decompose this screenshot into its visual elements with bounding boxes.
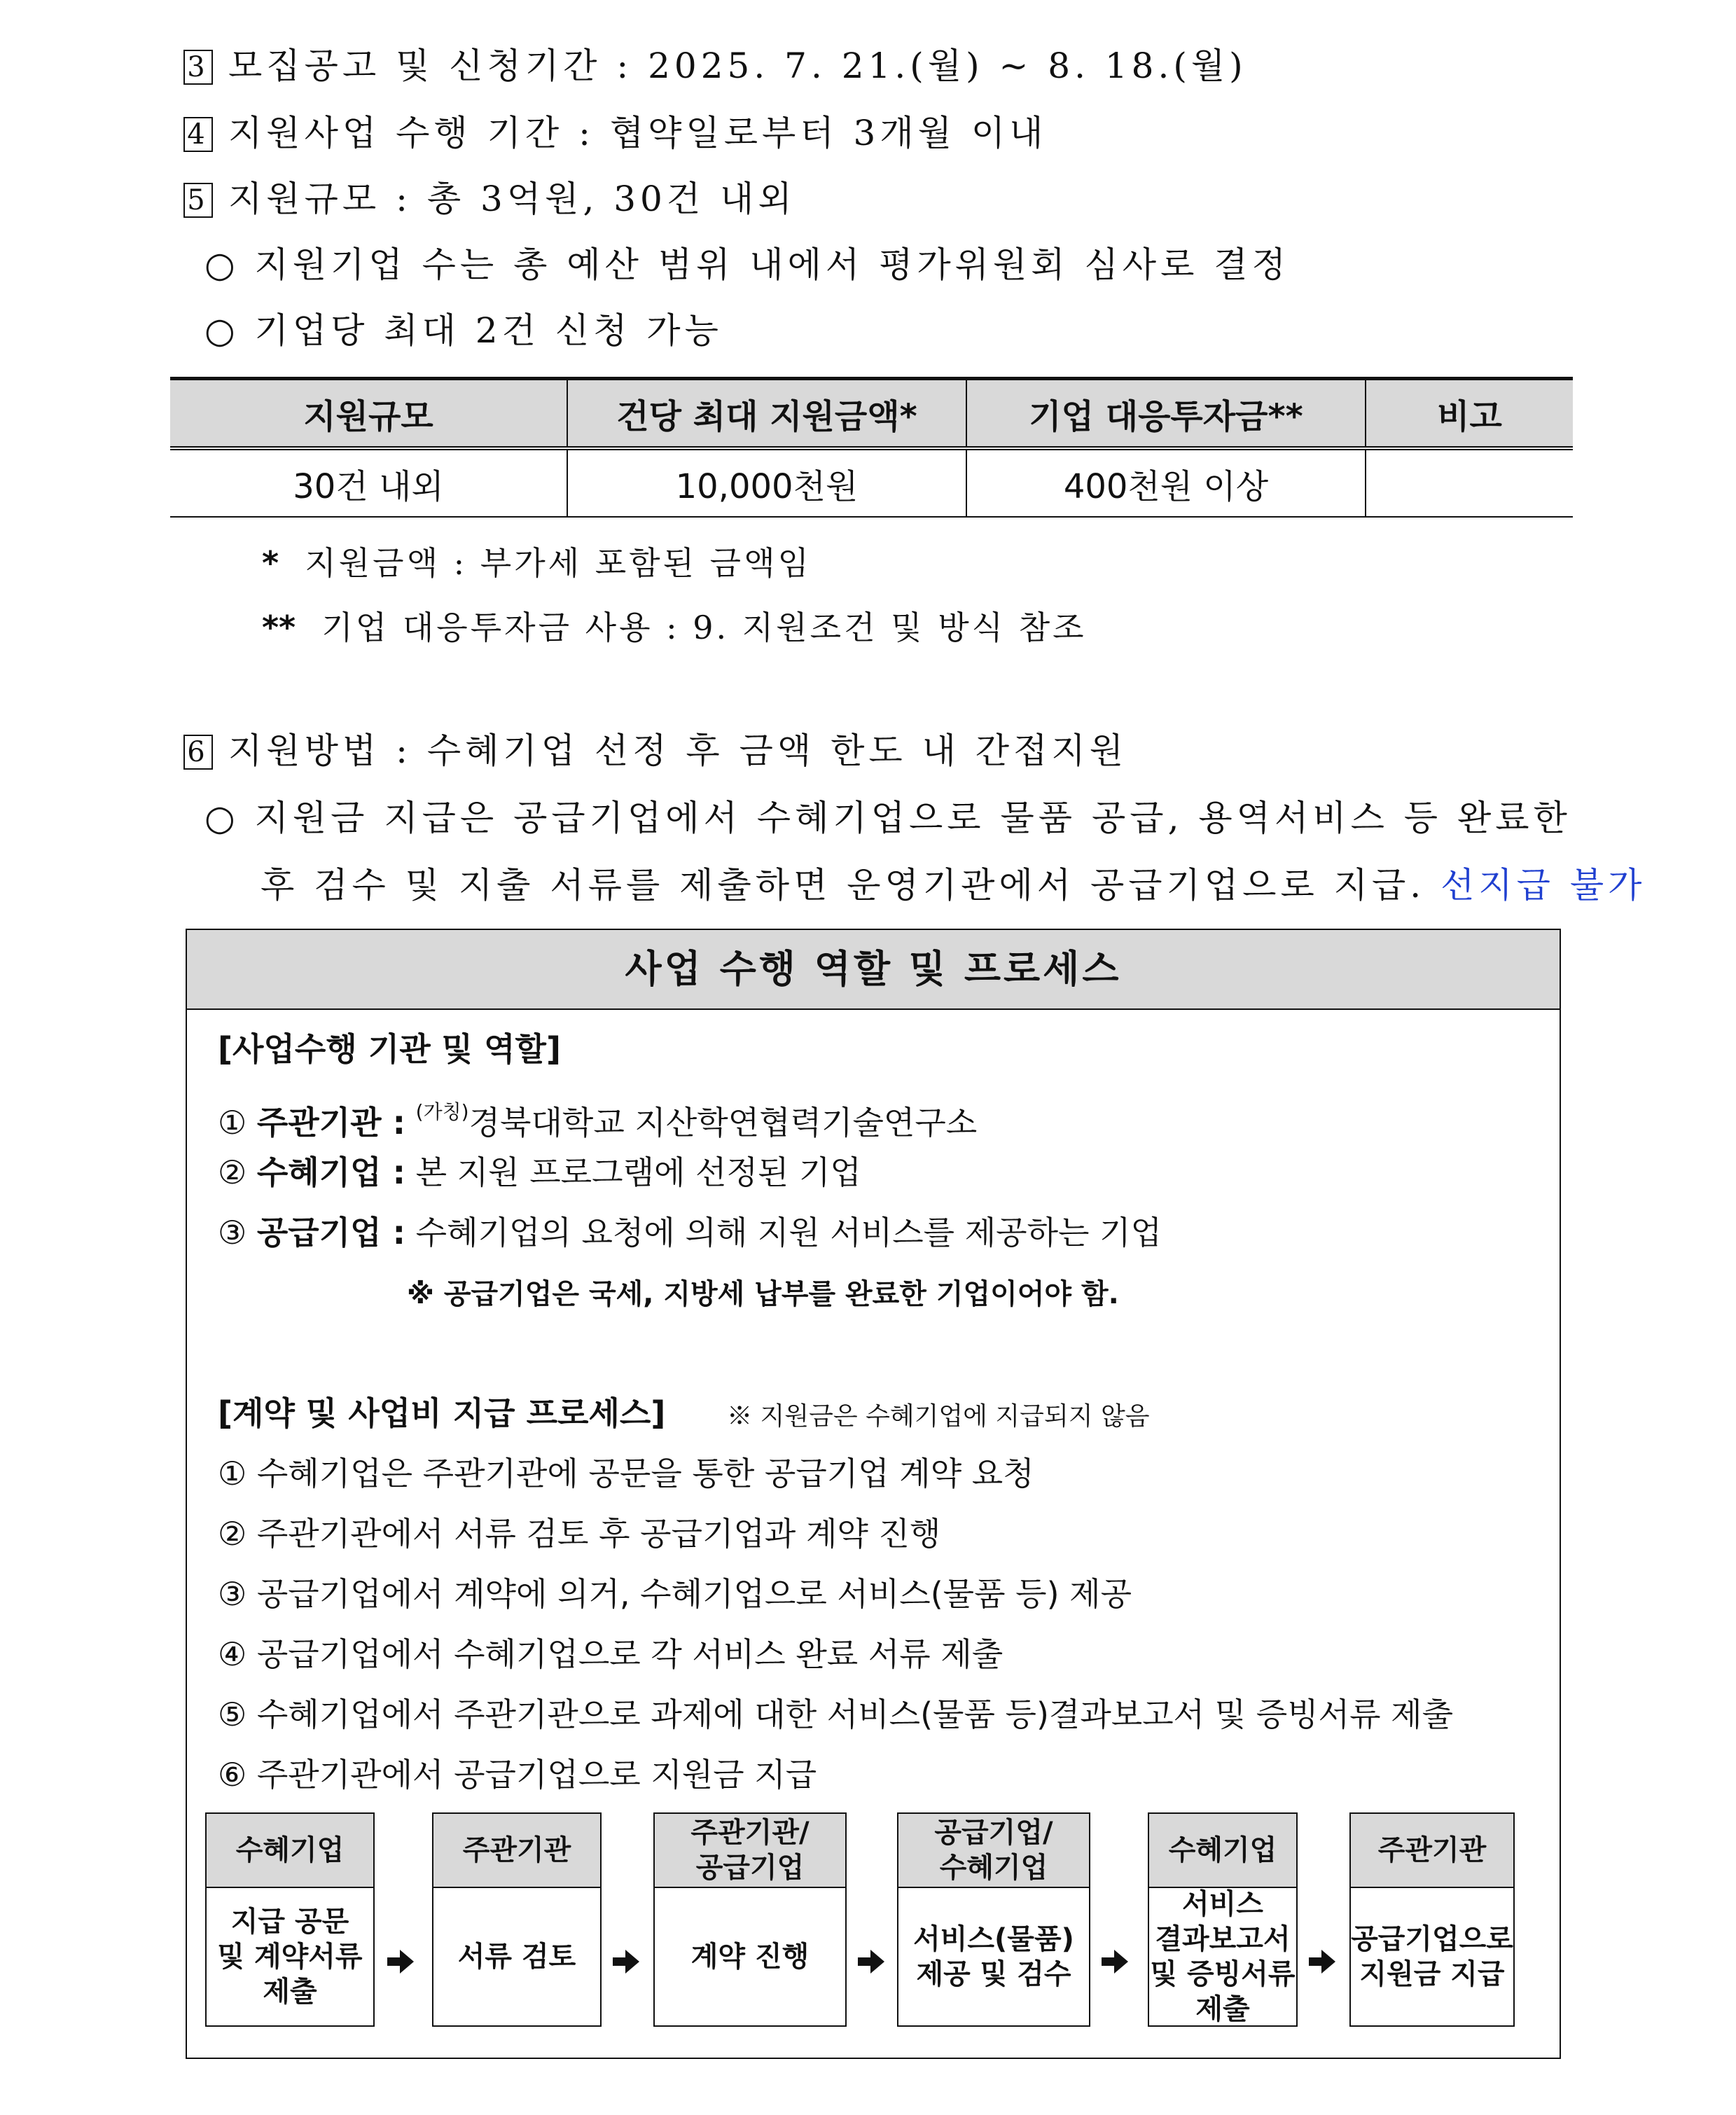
- note-matching: [262, 606, 1087, 649]
- flow-box: [432, 1812, 602, 2027]
- item-text: 지원규모 : 총 3억원, 30건 내외: [228, 179, 796, 219]
- flow-box-head: 수혜기업: [207, 1814, 373, 1888]
- role-number: ③: [218, 1214, 247, 1251]
- flow-box: [897, 1812, 1090, 2027]
- flow-box-body: 계약 진행: [690, 1941, 810, 1973]
- no-prepayment-highlight: 선지급 불가: [1440, 865, 1646, 906]
- step-item: ⑥ 주관기관에서 공급기업으로 지원금 지급: [218, 1756, 817, 1794]
- right-arrow-icon: [855, 1946, 887, 1978]
- flow-box: [1349, 1812, 1515, 2027]
- flow-box: [653, 1812, 847, 2027]
- process-box-title: 사업 수행 역할 및 프로세스: [187, 930, 1560, 1010]
- item-scale: [183, 176, 796, 221]
- flow-box-body: 서비스 결과보고서 및 증빙서류 제출: [1150, 1888, 1296, 2025]
- role-text: 본 지원 프로그램에 선정된 기업: [415, 1153, 861, 1191]
- process-box: [186, 929, 1561, 2059]
- step-item: ① 수혜기업은 주관기관에 공문을 통한 공급기업 계약 요청: [218, 1455, 1034, 1492]
- role-number: ②: [218, 1153, 247, 1191]
- contract-heading: [계약 및 사업비 지급 프로세스] ※ 지원금은 수혜기업에 지급되지 않음: [218, 1394, 1150, 1432]
- role-label: 수혜기업 :: [256, 1153, 406, 1191]
- item-number-box: 3: [183, 50, 213, 85]
- note-asterisk: *: [262, 544, 279, 582]
- roles-note: ※ 공급기업은 국세, 지방세 납부를 완료한 기업이어야 함.: [407, 1278, 1119, 1310]
- role-label: 주관기관 :: [256, 1104, 406, 1142]
- budget-cell-remarks: [1366, 448, 1573, 517]
- budget-header-scale: 지원규모: [170, 379, 567, 449]
- scale-bullet-2: ○ 기업당 최대 2건 신청 가능: [204, 310, 723, 351]
- role-item: [218, 1212, 1162, 1254]
- flow-box-body: 서류 검토: [457, 1941, 576, 1973]
- flow-box: [205, 1812, 375, 2027]
- flow-box-body: 서비스(물품) 제공 및 검수: [913, 1923, 1074, 1990]
- role-label: 공급기업 :: [256, 1214, 406, 1251]
- item-period: [183, 111, 1047, 155]
- role-number: ①: [218, 1104, 247, 1142]
- item-number-box: 5: [183, 183, 213, 218]
- role-text: 경북대학교 지산학연협력기술연구소: [468, 1104, 978, 1142]
- step-item: ⑤ 수혜기업에서 주관기관으로 과제에 대한 서비스(물품 등)결과보고서 및 증빙서류 제출: [218, 1696, 1454, 1733]
- note-amount: [262, 542, 812, 584]
- budget-cell-scale: 30건 내외: [170, 448, 567, 517]
- role-item: [218, 1151, 861, 1193]
- item-number-box: 4: [183, 117, 213, 152]
- right-arrow-icon: [1099, 1946, 1131, 1978]
- step-item: ③ 공급기업에서 계약에 의거, 수혜기업으로 서비스(물품 등) 제공: [218, 1575, 1132, 1613]
- method-bullet-text: 후 검수 및 지출 서류를 제출하면 운영기관에서 공급기업으로 지급.: [261, 865, 1426, 906]
- flow-box-head: 주관기관: [1351, 1814, 1513, 1888]
- contract-note: ※ 지원금은 수혜기업에 지급되지 않음: [727, 1402, 1150, 1431]
- item-text: 지원방법 : 수혜기업 선정 후 금액 한도 내 간접지원: [228, 730, 1127, 771]
- flow-box-head: 주관기관: [433, 1814, 600, 1888]
- budget-table: [170, 377, 1573, 518]
- budget-cell-matching-fund: 400천원 이상: [966, 448, 1366, 517]
- item-number-box: 6: [183, 735, 213, 770]
- flow-box-head: 공급기업/ 수혜기업: [898, 1814, 1089, 1888]
- method-bullet-line-1: ○ 지원금 지급은 공급기업에서 수혜기업으로 물품 공급, 용역서비스 등 완료한: [204, 798, 1571, 838]
- flow-box: [1148, 1812, 1298, 2027]
- scale-bullet-1: ○ 지원기업 수는 총 예산 범위 내에서 평가위원회 심사로 결정: [204, 244, 1290, 285]
- item-text: 모집공고 및 신청기간 : 2025. 7. 21.(월) ~ 8. 18.(월): [228, 46, 1247, 86]
- right-arrow-icon: [1306, 1946, 1338, 1978]
- flow-box-head: 수혜기업: [1149, 1814, 1296, 1888]
- step-item: ② 주관기관에서 서류 검토 후 공급기업과 계약 진행: [218, 1515, 941, 1553]
- note-text: 지원금액 : 부가세 포함된 금액임: [305, 544, 812, 582]
- right-arrow-icon: [610, 1946, 642, 1978]
- role-item: [218, 1091, 977, 1144]
- role-text: 수혜기업의 요청에 의해 지원 서비스를 제공하는 기업: [415, 1214, 1162, 1251]
- flow-box-body: 공급기업으로 지원금 지급: [1351, 1923, 1513, 1990]
- item-text: 지원사업 수행 기간 : 협약일로부터 3개월 이내: [228, 113, 1048, 153]
- budget-header-matching-fund: 기업 대응투자금**: [966, 379, 1366, 449]
- budget-header-remarks: 비고: [1366, 379, 1573, 449]
- budget-cell-max-amount: 10,000천원: [567, 448, 966, 517]
- method-bullet-line-2: [261, 863, 1646, 908]
- role-sup: (가칭): [415, 1100, 469, 1123]
- budget-table-header-row: [170, 379, 1573, 449]
- step-item: ④ 공급기업에서 수혜기업으로 각 서비스 완료 서류 제출: [218, 1635, 1004, 1673]
- item-recruit: [183, 43, 1247, 88]
- note-asterisk: **: [262, 609, 296, 646]
- item-method: [183, 728, 1127, 773]
- budget-table-row: [170, 448, 1573, 517]
- right-arrow-icon: [384, 1946, 417, 1978]
- flow-box-body: 지급 공문 및 계약서류 제출: [217, 1906, 363, 2008]
- roles-heading: [사업수행 기관 및 역할]: [218, 1030, 562, 1068]
- budget-header-max-amount: 건당 최대 지원금액*: [567, 379, 966, 449]
- note-text: 기업 대응투자금 사용 : 9. 지원조건 및 방식 참조: [321, 609, 1087, 646]
- flow-box-head: 주관기관/ 공급기업: [655, 1814, 845, 1888]
